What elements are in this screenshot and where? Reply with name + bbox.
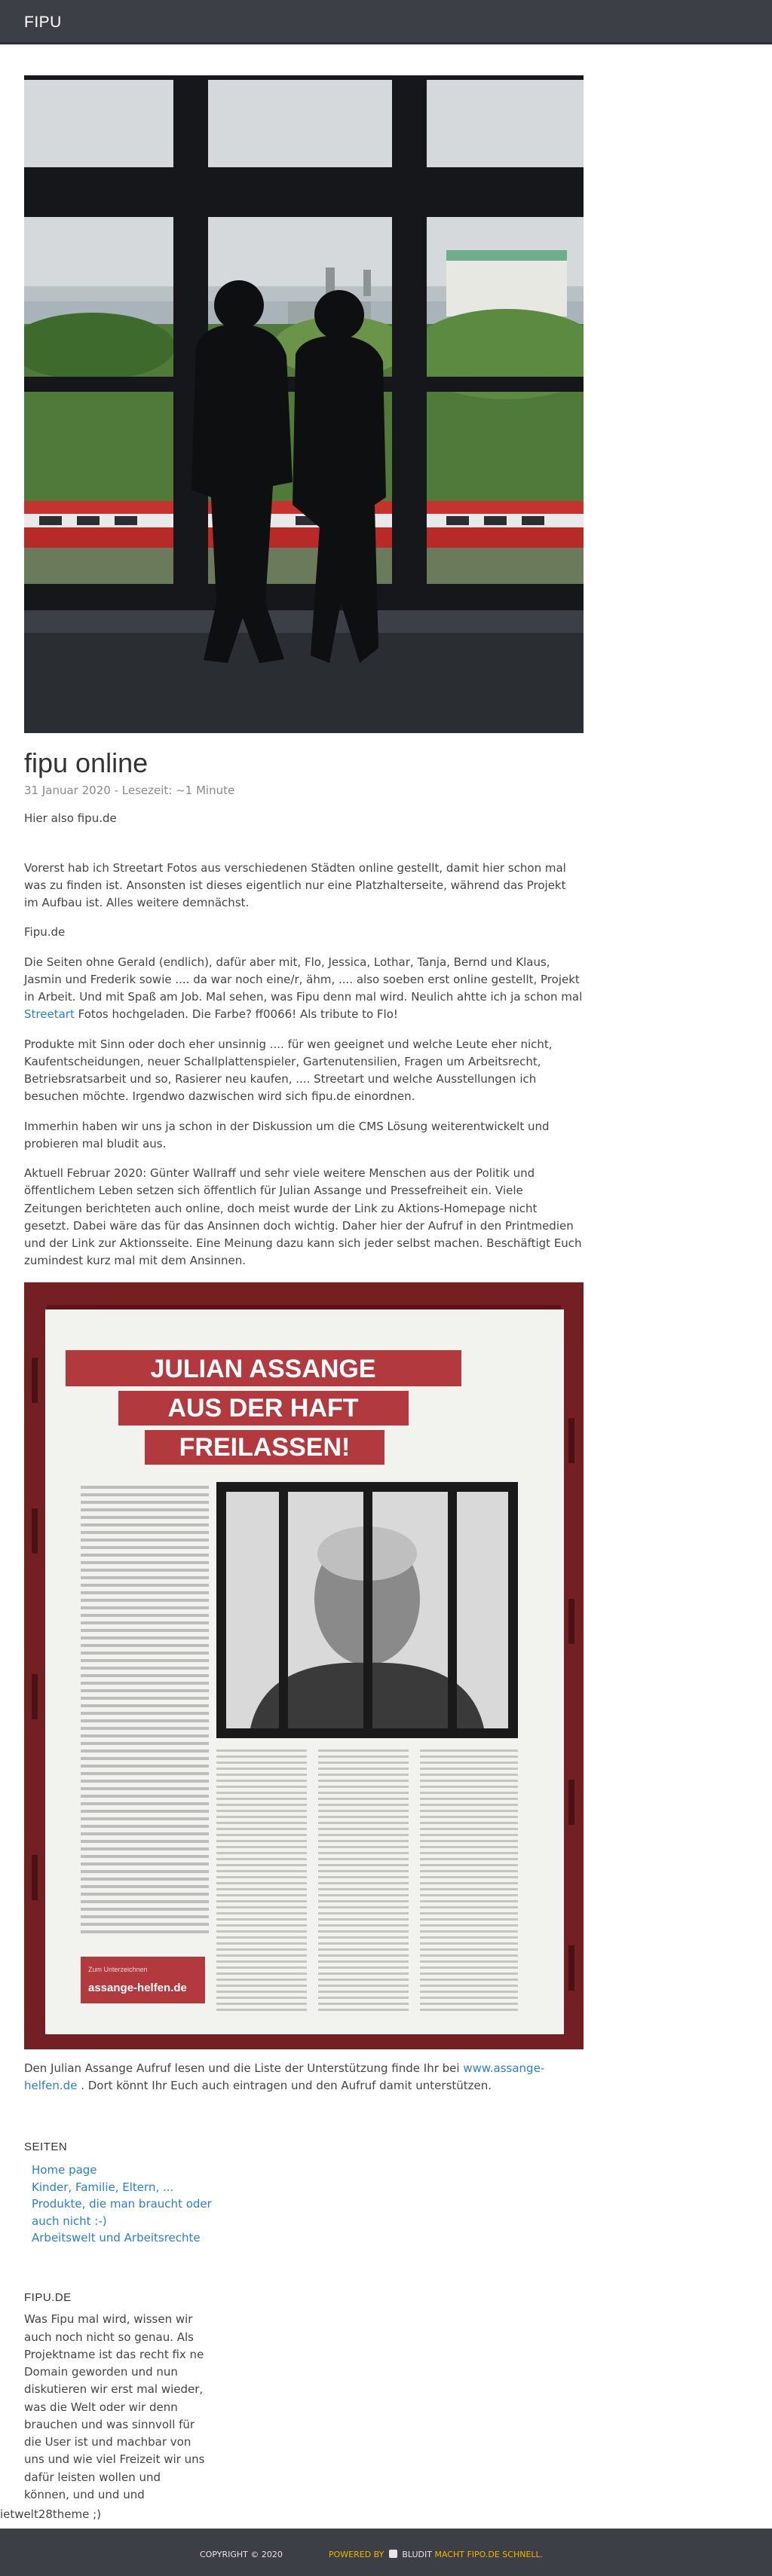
bludit-logo-icon <box>389 2550 397 2558</box>
nav-link-home[interactable]: Home page <box>32 2163 97 2177</box>
nav-link-arbeitswelt[interactable]: Arbeitswelt und Arbeitsrechte <box>32 2231 201 2245</box>
bludit-link[interactable]: BLUDIT <box>402 2550 432 2559</box>
powered-by <box>329 2548 543 2561</box>
about-text: Was Fipu mal wird, wissen wir auch noch nicht so genau. Als Projektname ist das recht fix ne Domain geworden und nun diskutieren wir erst mal wieder, was die Welt oder wir denn brauchen und was sinnvoll für die User ist und machbar von uns und wie viel Freizeit wir uns dafür leisten wollen und können, und und und <box>24 2312 205 2501</box>
poster-headline-2: AUS DER HAFT <box>167 1393 359 1422</box>
post-paragraph: Hier also fipu.de <box>24 811 117 826</box>
top-navbar <box>0 0 772 44</box>
list-item <box>32 2162 220 2179</box>
post-date: 31 Januar 2020 <box>24 784 111 798</box>
poster-footer-small: Zum Unterzeichnen <box>88 1965 148 1973</box>
text-segment: . Dort könnt Ihr Euch auch eintragen und den Aufruf damit unterstützen. <box>77 2078 492 2092</box>
powered-prefix: POWERED BY <box>329 2550 384 2559</box>
post-paragraph: Fipu.de <box>24 925 66 940</box>
pages-widget-title: SEITEN <box>24 2141 68 2153</box>
text-segment: Fotos hochgeladen. Die Farbe? ff0066! Als tribute to Flo! <box>74 1007 398 1022</box>
post-paragraph: Produkte mit Sinn oder doch eher unsinnig .... für wen geeignet und welche Leute eher nicht, Kaufentscheidungen, neuer Schallplattenspieler, Gartenutensilien, Fragen um Arbeitsrecht, Betriebsratsarbeit und so, Rasierer neu kaufen, .... Streetart und welche Ausstellungen ich besuchen möchte. Irgendwo dazwischen wird sich fipu.de einordnen. <box>24 1037 553 1104</box>
poster-footer-url: assange-helfen.de <box>88 1981 187 1994</box>
post-paragraph <box>24 954 584 1024</box>
about-overflow-text: ietwelt28theme ;) <box>0 2507 102 2521</box>
main-content <box>24 75 584 2107</box>
list-item <box>32 2196 213 2229</box>
assange-poster-image <box>24 1282 584 2049</box>
about-widget <box>24 2289 205 2504</box>
post-paragraph: Immerhin haben wir uns ja schon in der Diskussion um die CMS Lösung weiterentwickelt und probieren mal bludit aus. <box>24 1119 550 1150</box>
pages-list <box>24 2162 220 2247</box>
assange-helfen-link[interactable]: www.assange-helfen.de <box>24 2061 545 2092</box>
copyright-text: COPYRIGHT © 2020 <box>200 2550 283 2559</box>
post-cover-image <box>24 75 584 733</box>
post-body <box>24 810 584 2095</box>
pages-widget <box>24 2138 220 2247</box>
poster-headline-1: JULIAN ASSANGE <box>150 1354 376 1383</box>
streetart-link[interactable]: Streetart <box>24 1007 75 1022</box>
nav-link-produkte[interactable]: Produkte, die man braucht oder auch nicht :-) <box>32 2197 212 2228</box>
post-meta <box>24 782 584 799</box>
post-paragraph: Aktuell Februar 2020: Günter Wallraff und sehr viele weitere Menschen aus der Politik und öffentlichem Leben setzen sich öffentlich für Julian Assange und Pressefreiheit ein. Viele Zeitungen berichteten auch online, doch meist wurde der Link zu Aktions-Homepage nicht gesetzt. Dabei wäre das für das Ansinnen doch wichtig. Daher hier der Aufruf in den Printmedien und der Link zur Aktionsseite. Eine Meinung dazu kann sich jeder selbst machen. Beschäftigt Euch zumindest kurz mal mit dem Ansinnen. <box>24 1166 582 1268</box>
spacer <box>24 840 584 860</box>
poster-headline-3: FREILASSEN! <box>179 1432 351 1462</box>
text-segment: Die Seiten ohne Gerald (endlich), dafür aber mit, Flo, Jessica, Lothar, Tanja, Bernd und Klaus, Jasmin und Frederik sowie .... da war noch eine/r, ähm, .... also soeben erst online gestellt, Projekt in Arbeit. Und mit Spaß am Job. Mal sehen, was Fipu denn mal wird. Neulich ahtte ich ja schon mal <box>24 955 583 1004</box>
text-segment: Den Julian Assange Aufruf lesen und die Liste der Unterstützung finde Ihr bei <box>24 2061 464 2075</box>
about-widget-title: FIPU.DE <box>24 2291 72 2304</box>
post-paragraph <box>24 2060 584 2095</box>
site-brand-link[interactable]: FIPU <box>24 14 62 31</box>
nav-link-kinder[interactable]: Kinder, Familie, Eltern, ... <box>32 2180 174 2194</box>
page-footer <box>0 2529 772 2576</box>
post-paragraph: Vorerst hab ich Streetart Fotos aus verschiedenen Städten online gestellt, damit hier schon mal was zu finden ist. Ansonsten ist dieses eigentlich nur eine Platzhalterseite, während das Projekt im Aufbau ist. Alles weitere demnächst. <box>24 860 566 910</box>
list-item <box>32 2229 220 2247</box>
list-item <box>32 2179 220 2196</box>
post-title: fipu online <box>24 747 149 778</box>
post-reading-time: - Lesezeit: ~1 Minute <box>114 784 235 798</box>
powered-suffix: MACHT FIPO.DE SCHNELL. <box>434 2550 544 2559</box>
